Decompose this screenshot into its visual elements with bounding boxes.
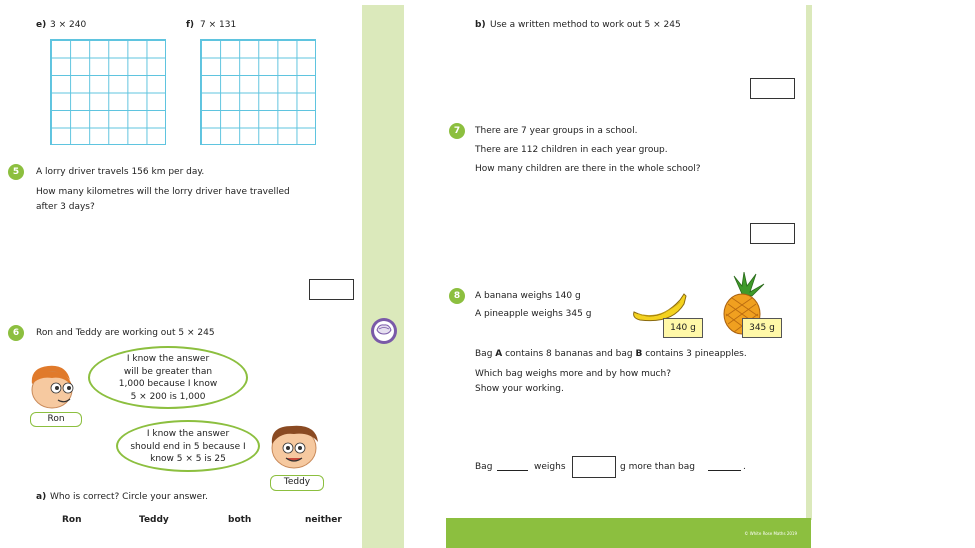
answer-sentence-weighs: weighs [534,462,566,472]
right-page-edge [806,5,812,520]
teddy-name-tag [270,475,324,491]
question-f-label: f) [186,20,195,30]
line3-text: Bag [475,349,496,359]
question-8-line4: Which bag weighs more and by how much? [475,369,671,379]
teddy-name-label: Teddy [283,477,311,487]
bag-a-label: A [495,349,503,359]
question-e-expression: 3 × 240 [50,20,87,30]
question-5-line3: after 3 days? [36,202,95,212]
teddy-speech-bubble [116,420,260,472]
page-divider [362,5,404,548]
question-7-line3: How many children are there in the whole school? [475,164,701,174]
question-8-line1: A banana weighs 140 g [475,291,581,301]
rose-logo-icon [370,317,398,345]
question-7-line1: There are 7 year groups in a school. [475,126,638,136]
bag-b-label: B [635,349,643,359]
teddy-character-image [264,420,324,472]
answer-blank-bag-2[interactable] [708,462,741,471]
question-8-answer-box[interactable] [572,456,616,478]
question-8-line3 [475,349,747,359]
teddy-bubble-line: I know the answer [146,429,230,439]
teddy-bubble-line: should end in 5 because I [130,441,246,452]
ron-bubble-line: I know the answer [126,354,210,364]
question-6-intro: Ron and Teddy are working out 5 × 245 [36,328,215,338]
question-8-number: 8 [449,288,465,304]
option-neither[interactable]: neither [305,515,342,525]
ron-bubble-line: 5 × 200 is 1,000 [130,391,206,402]
question-f-expression: 7 × 131 [200,20,237,30]
banana-weight-label: 140 g [663,318,703,338]
answer-sentence-more: g more than bag [620,462,696,472]
option-both[interactable]: both [228,515,252,525]
ron-bubble-line: will be greater than [123,366,213,377]
page-footer [446,518,811,548]
question-e-label: e) [36,20,47,30]
question-8-line2: A pineapple weighs 345 g [475,309,592,319]
question-7-number: 7 [449,123,465,139]
answer-blank-bag[interactable] [497,462,528,471]
question-5-answer-box[interactable] [309,279,354,300]
question-7-line2: There are 112 children in each year group. [475,145,668,155]
footer-copyright: © White Rose Maths 2019 [744,531,797,536]
line3-text: contains 8 bananas and bag [502,349,636,359]
question-7-answer-box[interactable] [750,223,795,244]
ron-name-tag [30,412,82,427]
question-b-answer-box[interactable] [750,78,795,99]
option-teddy[interactable]: Teddy [139,515,169,525]
question-5-number: 5 [8,164,24,180]
ron-bubble-line: 1,000 because I know [118,379,218,389]
option-ron[interactable]: Ron [62,515,82,525]
question-5-line2: How many kilometres will the lorry driver have travelled [36,187,290,197]
question-8-line5: Show your working. [475,384,564,394]
pineapple-weight-label: 345 g [742,318,782,338]
question-6a-label: a) [36,492,47,502]
working-grid-f[interactable] [200,39,316,145]
question-b-text: Use a written method to work out 5 × 245 [490,20,681,30]
question-6-number: 6 [8,325,24,341]
ron-name-label: Ron [47,414,65,424]
teddy-bubble-line: know 5 × 5 is 25 [150,454,226,464]
question-5-line1: A lorry driver travels 156 km per day. [36,167,205,177]
ron-speech-bubble [88,346,248,409]
ron-character-image [24,362,82,412]
working-grid-e[interactable] [50,39,166,145]
question-b-label: b) [475,20,486,30]
answer-sentence-bag: Bag [475,462,493,472]
answer-sentence-end: . [743,462,746,472]
question-6a-text: Who is correct? Circle your answer. [50,492,208,502]
line3-text: contains 3 pineapples. [642,349,747,359]
